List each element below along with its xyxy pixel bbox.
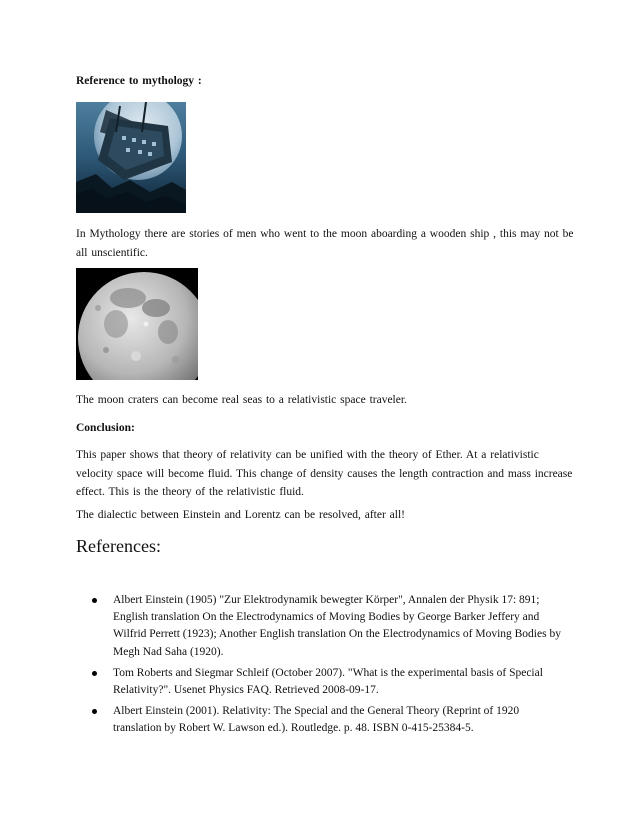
conclusion-paragraph: This paper shows that theory of relativity can be unified with the theory of Ether. At a relativistic velocity space will become fluid. This change of density causes the length contraction and mass increase effect. This is the theory of the relativistic fluid.: [76, 449, 573, 499]
bullet-icon: [92, 598, 97, 603]
dialectic-paragraph: The dialectic between Einstein and Lorentz can be resolved, after all!: [76, 509, 405, 521]
bullet-icon: [92, 709, 97, 714]
references-list: [88, 592, 568, 742]
reference-item: [88, 703, 568, 737]
mythology-paragraph: In Mythology there are stories of men who went to the moon aboarding a wooden ship , this may not be all unscientific.: [76, 228, 574, 259]
bullet-icon: [92, 671, 97, 676]
reference-text: Albert Einstein (2001). Relativity: The Special and the General Theory (Reprint of 1920 translation by Robert W. Lawson ed.). Routledge. p. 48. ISBN 0-415-25384-5.: [113, 705, 520, 735]
reference-text: Tom Roberts and Siegmar Schleif (October 2007). "What is the experimental basis of Special Relativity?". Usenet Physics FAQ. Retrieved 2008-09-17.: [113, 666, 543, 697]
moon-image: [76, 268, 198, 380]
moon-paragraph: The moon craters can become real seas to a relativistic space traveler.: [76, 394, 407, 406]
mythology-heading: Reference to mythology :: [76, 75, 202, 87]
references-heading: References:: [76, 536, 161, 556]
reference-text: Albert Einstein (1905) "Zur Elektrodynamik bewegter Körper", Annalen der Physik 17: 891; English translation On the Electrodynamics of Moving Bodies by George Barker Jeffery and Wilfrid Perrett (1923); Another English translation On the Electrodynamics of Moving Bodies by Megh Nad Saha (1920).: [113, 594, 561, 658]
flying-ship-image: [76, 102, 186, 213]
conclusion-heading: Conclusion:: [76, 422, 135, 434]
reference-item: [88, 592, 568, 661]
reference-item: [88, 665, 568, 699]
